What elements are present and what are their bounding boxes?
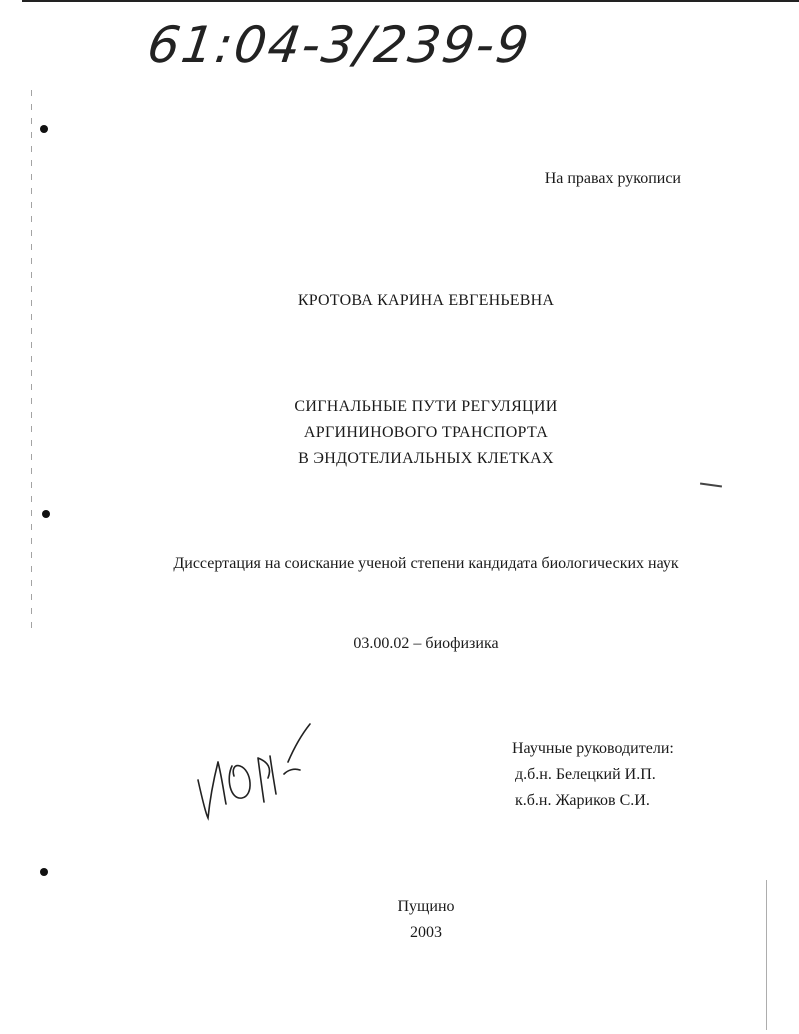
specialty-code: 03.00.02 – биофизика — [353, 635, 499, 652]
punch-hole-mark — [40, 868, 48, 876]
city: Пущино — [397, 898, 455, 915]
punch-hole-mark — [40, 125, 48, 133]
stray-pen-mark — [700, 482, 722, 487]
supervisor-item: к.б.н. Жариков С.И. — [515, 792, 650, 809]
title-line-2: АРГИНИНОВОГО ТРАНСПОРТА — [303, 424, 549, 441]
scan-edge-top — [22, 0, 799, 2]
rights-notice: На правах рукописи — [544, 170, 681, 187]
supervisor-item: д.б.н. Белецкий И.П. — [515, 766, 656, 783]
handwritten-signature — [188, 718, 318, 828]
degree-statement: Диссертация на соискание ученой степени кандидата биологических наук — [173, 555, 679, 572]
punch-hole-mark — [42, 510, 50, 518]
title-line-3: В ЭНДОТЕЛИАЛЬНЫХ КЛЕТКАХ — [298, 450, 554, 467]
scan-edge-left — [31, 90, 32, 630]
author-name: КРОТОВА КАРИНА ЕВГЕНЬЕВНА — [297, 292, 555, 309]
supervisors-heading: Научные руководители: — [512, 740, 674, 757]
handwritten-archive-number: 61:04-3/239-9 — [143, 16, 535, 74]
title-line-1: СИГНАЛЬНЫЕ ПУТИ РЕГУЛЯЦИИ — [294, 398, 558, 415]
year: 2003 — [410, 924, 442, 941]
